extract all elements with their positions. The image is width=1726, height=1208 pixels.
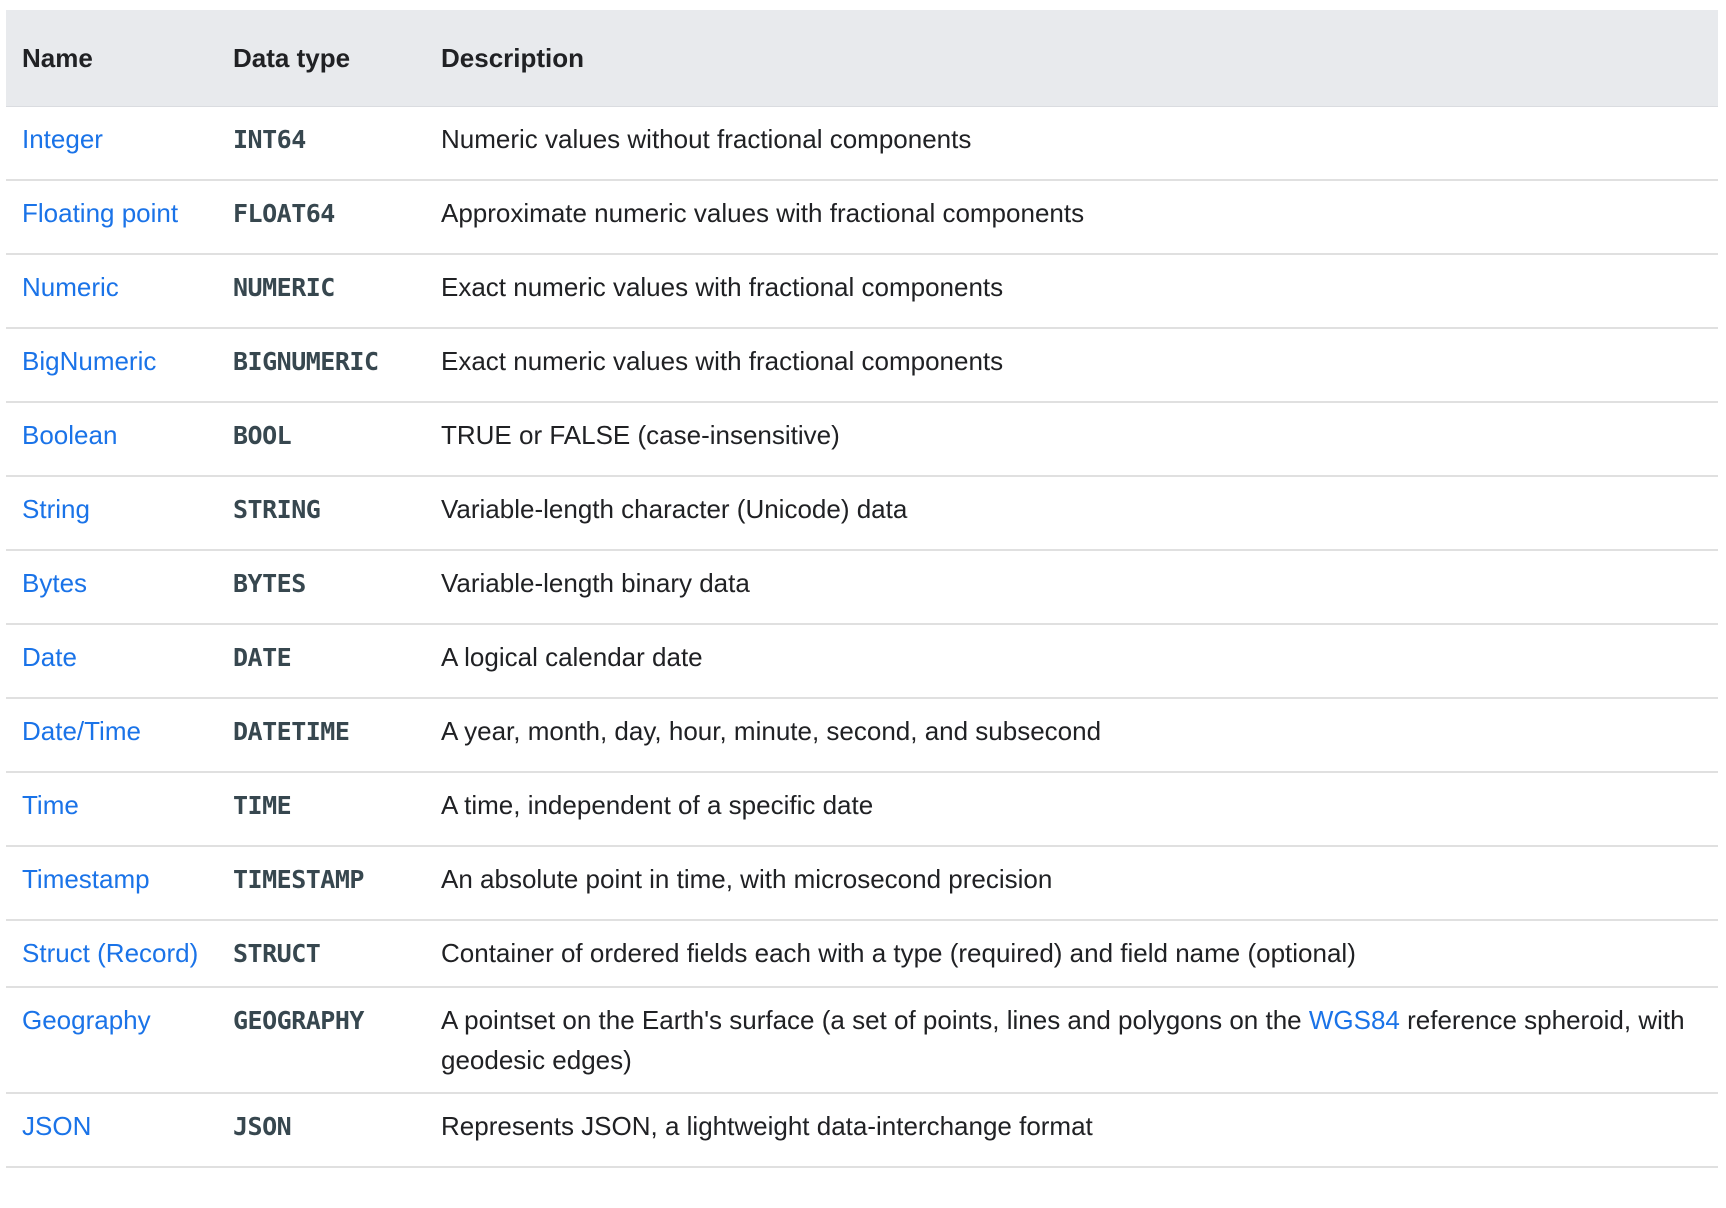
type-description: Numeric values without fractional components xyxy=(417,107,1718,181)
type-name-link-datetime[interactable]: Date/Time xyxy=(22,716,141,746)
table-row xyxy=(6,846,1718,920)
type-code: BYTES xyxy=(233,569,306,598)
type-name-link-struct[interactable]: Struct (Record) xyxy=(22,938,199,968)
type-name-link-numeric[interactable]: Numeric xyxy=(22,272,119,302)
type-name-link-integer[interactable]: Integer xyxy=(22,124,103,154)
table-row xyxy=(6,698,1718,772)
type-code: DATE xyxy=(233,643,292,672)
table-row xyxy=(6,920,1718,987)
type-description: A year, month, day, hour, minute, second, and subsecond xyxy=(417,698,1718,772)
type-code: BOOL xyxy=(233,421,292,450)
type-name-link-floating-point[interactable]: Floating point xyxy=(22,198,179,228)
type-description: TRUE or FALSE (case-insensitive) xyxy=(417,402,1718,476)
table-row xyxy=(6,624,1718,698)
table-row xyxy=(6,772,1718,846)
type-description: A time, independent of a specific date xyxy=(417,772,1718,846)
table-row xyxy=(6,476,1718,550)
type-name-link-date[interactable]: Date xyxy=(22,642,77,672)
type-code: TIMESTAMP xyxy=(233,865,364,894)
type-description: Container of ordered fields each with a type (required) and field name (optional) xyxy=(417,920,1718,987)
table-row xyxy=(6,1093,1718,1167)
table-row xyxy=(6,328,1718,402)
table-row xyxy=(6,180,1718,254)
type-name-link-geography[interactable]: Geography xyxy=(22,1005,151,1035)
wgs84-link[interactable]: WGS84 xyxy=(1308,1005,1400,1035)
header-name: Name xyxy=(6,10,217,107)
table-row xyxy=(6,107,1718,181)
table-row xyxy=(6,402,1718,476)
type-code: STRING xyxy=(233,495,321,524)
table-body xyxy=(6,107,1718,1168)
type-description: Approximate numeric values with fractional components xyxy=(417,180,1718,254)
header-description: Description xyxy=(417,10,1718,107)
type-description: An absolute point in time, with microsecond precision xyxy=(417,846,1718,920)
type-name-link-bytes[interactable]: Bytes xyxy=(22,568,88,598)
type-code: STRUCT xyxy=(233,939,321,968)
type-code: BIGNUMERIC xyxy=(233,347,379,376)
type-description: Variable-length binary data xyxy=(417,550,1718,624)
type-name-link-timestamp[interactable]: Timestamp xyxy=(22,864,150,894)
description-text-after-link: reference spheroid, with geodesic edges) xyxy=(441,1005,1685,1075)
header-data-type: Data type xyxy=(217,10,417,107)
type-name-link-string[interactable]: String xyxy=(22,494,90,524)
type-description: A logical calendar date xyxy=(417,624,1718,698)
type-code: TIME xyxy=(233,791,292,820)
type-description xyxy=(417,987,1718,1093)
type-name-link-boolean[interactable]: Boolean xyxy=(22,420,118,450)
table-row xyxy=(6,254,1718,328)
table-header xyxy=(6,10,1718,107)
header-row xyxy=(6,10,1718,107)
type-code: GEOGRAPHY xyxy=(233,1006,364,1035)
type-name-link-json[interactable]: JSON xyxy=(22,1111,92,1141)
type-code: FLOAT64 xyxy=(233,199,335,228)
description-text-before-link: A pointset on the Earth's surface (a set of points, lines and polygons on the xyxy=(441,1005,1309,1035)
type-description: Exact numeric values with fractional components xyxy=(417,254,1718,328)
table-row xyxy=(6,550,1718,624)
type-code: NUMERIC xyxy=(233,273,335,302)
type-name-link-time[interactable]: Time xyxy=(22,790,79,820)
data-types-table-container xyxy=(6,10,1718,1168)
type-description: Variable-length character (Unicode) data xyxy=(417,476,1718,550)
table-row xyxy=(6,987,1718,1093)
type-description: Exact numeric values with fractional components xyxy=(417,328,1718,402)
type-code: INT64 xyxy=(233,125,306,154)
data-types-table xyxy=(6,10,1718,1168)
type-code: DATETIME xyxy=(233,717,350,746)
type-code: JSON xyxy=(233,1112,292,1141)
type-description: Represents JSON, a lightweight data-interchange format xyxy=(417,1093,1718,1167)
type-name-link-bignumeric[interactable]: BigNumeric xyxy=(22,346,157,376)
